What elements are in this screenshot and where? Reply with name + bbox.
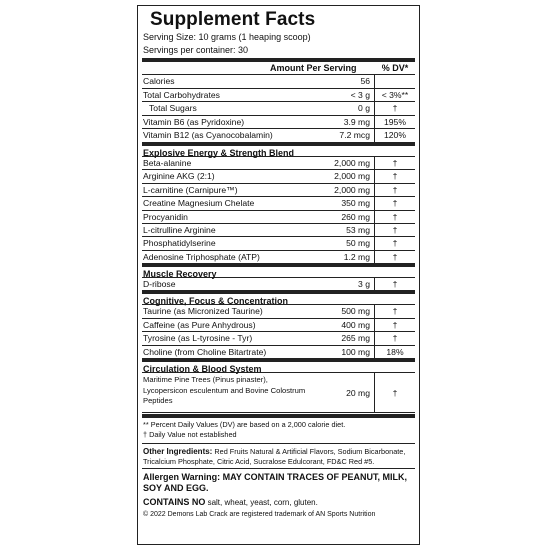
nutrient-row: [142, 319, 415, 332]
nutrient-amount: 3.9 mg: [310, 116, 375, 129]
nutrient-name: Creatine Magnesium Chelate: [143, 198, 255, 209]
nutrient-row: [142, 129, 415, 143]
nutrient-dv: 18%: [386, 346, 404, 357]
nutrient-dv: †: [392, 171, 398, 182]
section-title: Explosive Energy & Strength Blend: [142, 143, 415, 157]
nutrient-name: Choline (from Choline Bitartrate): [143, 346, 267, 357]
nutrient-amount: 500 mg: [310, 305, 375, 317]
nutrient-name: D-ribose: [143, 279, 176, 290]
nutrient-amount: 265 mg: [310, 332, 375, 344]
nutrient-row: [142, 373, 415, 413]
nutrient-dv: †: [392, 103, 398, 114]
nutrient-name: Total Carbohydrates: [143, 89, 220, 100]
nutrient-dv: †: [392, 319, 398, 330]
nutrient-name: Calories: [143, 76, 175, 86]
servings-per-container: Servings per container: 30: [143, 45, 249, 55]
nutrient-name: Maritime Pine Trees (Pinus pinaster), Lycopersicon esculentum and Bovine Colostrum Peptides: [143, 375, 306, 406]
nutrient-name: Total Sugars: [149, 103, 197, 114]
header-dv: % DV*: [381, 63, 409, 73]
nutrient-amount: 260 mg: [310, 211, 375, 223]
nutrient-amount: 2,000 mg: [310, 157, 375, 169]
footnote-dagger: † Daily Value not established: [143, 430, 237, 440]
nutrient-row: [142, 305, 415, 318]
nutrient-amount: 2,000 mg: [310, 170, 375, 182]
nutrient-name: Caffeine (as Pure Anhydrous): [143, 319, 256, 330]
section-title: Cognitive, Focus & Concentration: [142, 291, 415, 305]
nutrient-name: Beta-alanine: [143, 157, 192, 168]
nutrient-dv: †: [392, 157, 398, 168]
nutrient-amount: 400 mg: [310, 319, 375, 331]
nutrient-row: [142, 184, 415, 197]
contains-no: [142, 495, 415, 508]
nutrient-amount: 56: [310, 75, 375, 88]
blend-sections: [142, 143, 415, 413]
nutrient-row: [142, 170, 415, 183]
nutrient-row: [142, 197, 415, 210]
nutrient-row: [142, 237, 415, 250]
nutrient-name: Vitamin B12 (as Cyanocobalamin): [143, 130, 273, 141]
nutrient-amount: 350 mg: [310, 197, 375, 209]
header-amount: Amount Per Serving: [270, 63, 357, 73]
nutrient-row: [142, 157, 415, 170]
nutrient-amount: 50 mg: [310, 237, 375, 249]
nutrient-dv: †: [392, 388, 398, 399]
nutrient-amount: < 3 g: [310, 89, 375, 102]
nutrient-row: [142, 116, 415, 130]
footnote-dv: ** Percent Daily Values (DV) are based on a 2,000 calorie diet.: [143, 420, 346, 430]
nutrient-name: Procyanidin: [143, 211, 188, 222]
nutrient-name: Tyrosine (as L-tyrosine - Tyr): [143, 333, 253, 344]
section-title: Circulation & Blood System: [142, 359, 415, 373]
panel-title: Supplement Facts: [150, 9, 316, 30]
nutrient-row: [142, 75, 415, 89]
nutrient-amount: 7.2 mcg: [310, 129, 375, 142]
nutrient-dv: 120%: [384, 130, 406, 141]
nutrient-name: Arginine AKG (2:1): [143, 171, 215, 182]
other-ingredients-text: Red Fruits Natural & Artificial Flavors, Sodium Bicarbonate, Tricalcium Phosphate, Citric Acid, Sucralose Edulcorant, FD&C Red #5.: [143, 447, 406, 466]
nutrient-dv: †: [392, 224, 398, 235]
other-ingredients: [142, 444, 415, 468]
nutrient-dv: [375, 75, 415, 88]
nutrient-name: L-carnitine (Carnipure™): [143, 184, 238, 195]
nutrient-dv: †: [392, 238, 398, 249]
nutrient-row: [142, 332, 415, 345]
nutrient-dv: †: [392, 211, 398, 222]
nutrient-row: [142, 102, 415, 116]
nutrient-row: [142, 211, 415, 224]
nutrient-row: [142, 278, 415, 291]
nutrient-name: Adenosine Triphosphate (ATP): [143, 251, 260, 262]
nutrient-dv: †: [392, 184, 398, 195]
contains-label: CONTAINS NO: [143, 497, 206, 508]
nutrient-dv: †: [392, 198, 398, 209]
section-title: Muscle Recovery: [142, 264, 415, 278]
nutrient-amount: 2,000 mg: [310, 184, 375, 196]
basic-rows: [142, 75, 415, 143]
nutrient-dv: †: [392, 333, 398, 344]
nutrient-dv: †: [392, 306, 398, 317]
nutrient-dv: †: [392, 251, 398, 262]
nutrient-amount: 20 mg: [310, 373, 375, 412]
other-ingredients-label: Other Ingredients:: [143, 447, 213, 457]
nutrient-amount: 53 mg: [310, 224, 375, 236]
allergen-warning: Allergen Warning: MAY CONTAIN TRACES OF PEANUT, MILK, SOY AND EGG.: [143, 472, 408, 494]
nutrient-dv: 195%: [384, 116, 406, 127]
contains-text: salt, wheat, yeast, corn, gluten.: [205, 498, 318, 508]
nutrient-amount: 100 mg: [310, 346, 375, 358]
nutrient-dv: †: [392, 279, 398, 290]
nutrient-dv: < 3%**: [381, 89, 409, 100]
nutrient-name: Vitamin B6 (as Pyridoxine): [143, 116, 245, 127]
nutrient-name: Taurine (as Micronized Taurine): [143, 306, 263, 317]
nutrient-name: Phosphatidylserine: [143, 238, 216, 249]
table-header: [142, 62, 415, 75]
nutrient-row: [142, 251, 415, 264]
nutrient-row: [142, 224, 415, 237]
nutrient-name: L-citrulline Arginine: [143, 224, 216, 235]
nutrient-amount: 0 g: [310, 102, 375, 115]
nutrient-row: [142, 346, 415, 359]
supplement-facts-panel: [137, 5, 420, 545]
copyright: © 2022 Demons Lab Crack are registered trademark of AN Sports Nutrition: [143, 511, 376, 519]
nutrient-amount: 1.2 mg: [310, 251, 375, 263]
nutrient-amount: 3 g: [310, 278, 375, 290]
serving-size: Serving Size: 10 grams (1 heaping scoop): [143, 32, 311, 42]
nutrient-row: [142, 89, 415, 103]
